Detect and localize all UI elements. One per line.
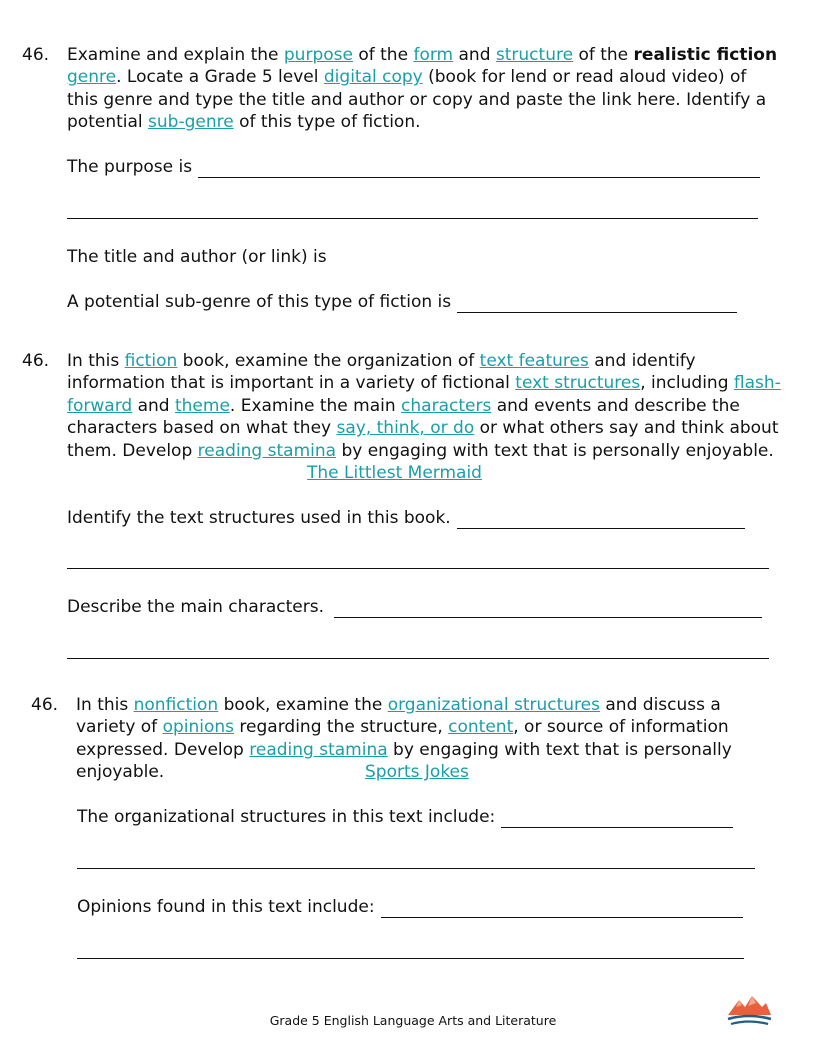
question-number: 46.	[31, 695, 59, 715]
characters-answer-line-2[interactable]	[67, 658, 769, 659]
link-structure[interactable]: structure	[495, 45, 574, 65]
opinions-answer-row	[77, 896, 743, 918]
characters-answer-row	[67, 596, 762, 618]
characters-answer-line[interactable]	[334, 599, 762, 618]
characters-prompt: Describe the main characters.	[67, 597, 324, 617]
link-opinions[interactable]: opinions	[162, 717, 235, 738]
question-number: 46.	[22, 351, 50, 371]
structures-answer-row	[67, 507, 745, 529]
link-genre[interactable]: genre	[67, 67, 117, 88]
purpose-answer-row	[67, 156, 760, 178]
bold-term: realistic fiction	[633, 45, 778, 65]
link-fiction[interactable]: fiction	[124, 351, 178, 371]
link-form[interactable]: form	[413, 45, 454, 65]
link-digital-copy[interactable]: digital copy	[323, 67, 423, 88]
subgenre-answer-line[interactable]	[457, 294, 737, 313]
link-say-think-do[interactable]: say, think, or do	[336, 418, 475, 439]
link-theme[interactable]: theme	[174, 395, 230, 416]
org-answer-line-2[interactable]	[77, 868, 755, 869]
structures-answer-line[interactable]	[457, 510, 745, 529]
org-answer-row	[77, 806, 733, 828]
title-prompt: The title and author (or link) is	[67, 247, 327, 267]
subgenre-prompt: A potential sub-genre of this type of fiction is	[67, 292, 452, 312]
link-characters[interactable]: characters	[401, 395, 492, 416]
link-text-structures[interactable]: text structures	[515, 373, 641, 394]
link-organizational-structures[interactable]: organizational structures	[387, 695, 600, 715]
link-purpose[interactable]: purpose	[283, 45, 353, 65]
purpose-answer-line[interactable]	[198, 159, 760, 178]
structures-answer-line-2[interactable]	[67, 568, 769, 569]
link-flash-forward[interactable]: flash-forward	[67, 373, 781, 416]
purpose-prompt: The purpose is	[67, 157, 193, 177]
book-link-sports-jokes[interactable]: Sports Jokes	[365, 762, 469, 782]
question-2	[22, 350, 782, 462]
link-sub-genre[interactable]: sub-genre	[148, 112, 234, 133]
question-text: Examine and explain the purpose of the form and structure of the realistic fiction genre. Locate a Grade 5 level digital copy (book for lend or read aloud video) of this genre and type the title and author or copy and paste the link here. Identify a potential sub-genre of this type of fiction.	[67, 45, 778, 133]
org-prompt: The organizational structures in this text include:	[77, 807, 496, 827]
link-nonfiction[interactable]: nonfiction	[133, 695, 219, 715]
link-content[interactable]: content	[448, 717, 514, 738]
subgenre-answer-row	[67, 291, 737, 313]
mountain-logo-icon	[726, 995, 772, 1027]
link-text-features[interactable]: text features	[479, 351, 589, 371]
title-answer-row	[67, 246, 327, 268]
purpose-answer-line-2[interactable]	[67, 218, 758, 219]
org-answer-line[interactable]	[501, 809, 733, 828]
page-footer: Grade 5 English Language Arts and Literature	[269, 1013, 557, 1028]
opinions-prompt: Opinions found in this text include:	[77, 897, 375, 917]
question-text: In this nonfiction book, examine the organizational structures and discuss a variety of opinions regarding the structure, content, or source of information expressed. Develop reading stamina by engaging with text that is personally enjoyable.	[76, 695, 732, 783]
question-number: 46.	[22, 45, 50, 65]
question-text: In this fiction book, examine the organization of text features and identify information that is important in a variety of fictional text structures, including flash-forward and theme. Examine the main characters and events and describe the characters based on what they say, think, or do or what others say and think about them. Develop reading stamina by engaging with text that is personally enjoyable.	[67, 351, 781, 461]
link-reading-stamina[interactable]: reading stamina	[197, 440, 337, 461]
link-reading-stamina[interactable]: reading stamina	[249, 739, 388, 760]
opinions-answer-line[interactable]	[381, 899, 743, 918]
structures-prompt: Identify the text structures used in this book.	[67, 508, 451, 528]
opinions-answer-line-2[interactable]	[77, 958, 744, 959]
book-link-littlest-mermaid[interactable]: The Littlest Mermaid	[307, 463, 482, 483]
question-1	[22, 44, 782, 134]
